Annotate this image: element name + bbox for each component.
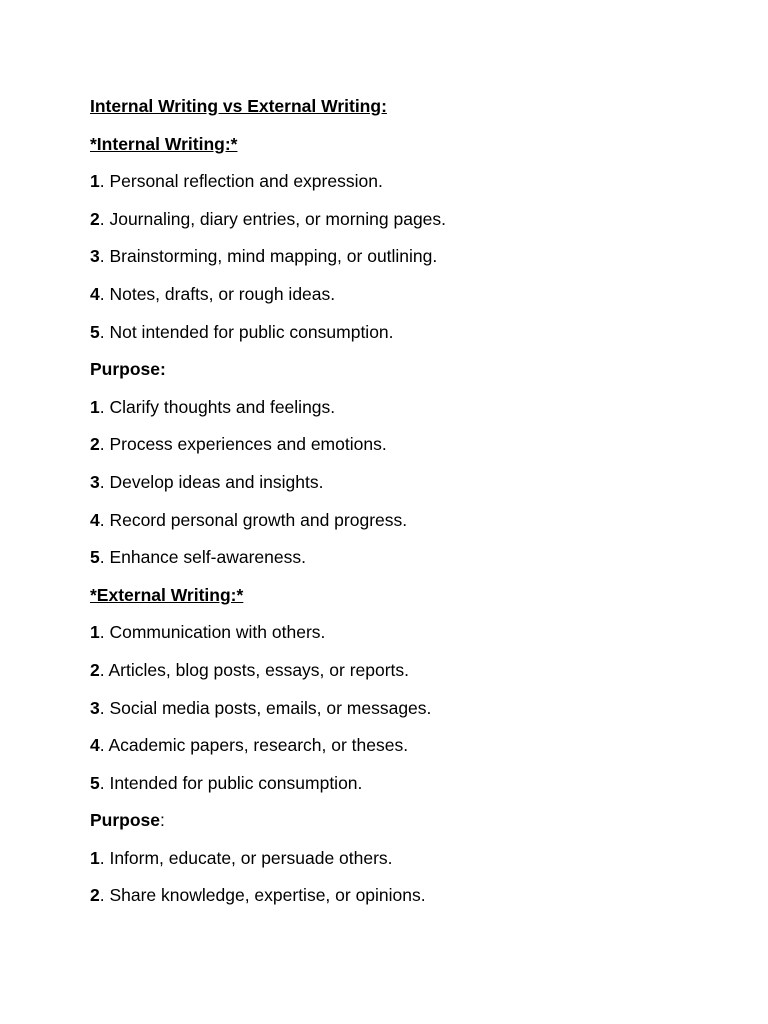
list-item — [90, 657, 730, 695]
list-text: . Academic papers, research, or theses. — [99, 735, 409, 756]
list-text: . Communication with others. — [99, 622, 326, 643]
list-number: 1 — [90, 847, 100, 868]
list-text: . Intended for public consumption. — [99, 772, 363, 793]
list-number: 3 — [90, 697, 100, 718]
list-number: 3 — [90, 246, 100, 267]
document-page — [90, 93, 730, 920]
list-item — [90, 619, 730, 657]
list-number: 5 — [90, 772, 100, 793]
purpose-label: Purpose — [90, 810, 161, 831]
list-item — [90, 168, 730, 206]
list-number: 2 — [90, 434, 100, 455]
purpose-suffix: : — [160, 810, 165, 831]
list-item — [90, 394, 730, 432]
external-purpose-label — [90, 807, 730, 845]
list-number: 5 — [90, 321, 100, 342]
list-text: . Personal reflection and expression. — [99, 171, 383, 192]
list-item — [90, 544, 730, 582]
list-number: 1 — [90, 396, 100, 417]
list-item — [90, 882, 730, 920]
list-text: . Record personal growth and progress. — [99, 509, 408, 530]
list-item — [90, 770, 730, 808]
purpose-label: Purpose: — [90, 359, 166, 380]
list-text: . Clarify thoughts and feelings. — [99, 396, 336, 417]
internal-writing-heading: *Internal Writing:* — [90, 133, 238, 154]
list-number: 5 — [90, 547, 100, 568]
list-text: . Develop ideas and insights. — [99, 471, 324, 492]
list-item — [90, 206, 730, 244]
list-number: 2 — [90, 208, 100, 229]
list-text: . Brainstorming, mind mapping, or outlining. — [99, 246, 438, 267]
list-number: 1 — [90, 171, 100, 192]
list-text: . Process experiences and emotions. — [99, 434, 387, 455]
list-number: 2 — [90, 659, 100, 680]
list-item — [90, 469, 730, 507]
list-item — [90, 319, 730, 357]
list-number: 1 — [90, 622, 100, 643]
internal-purpose-label — [90, 356, 730, 394]
list-number: 4 — [90, 283, 100, 304]
list-text: . Journaling, diary entries, or morning pages. — [99, 208, 447, 229]
list-item — [90, 243, 730, 281]
list-item — [90, 507, 730, 545]
list-number: 4 — [90, 509, 100, 530]
list-text: . Articles, blog posts, essays, or reports. — [99, 659, 410, 680]
list-text: . Social media posts, emails, or messages. — [99, 697, 432, 718]
list-item — [90, 431, 730, 469]
document-title: Internal Writing vs External Writing: — [90, 96, 387, 116]
list-text: . Notes, drafts, or rough ideas. — [99, 283, 336, 304]
list-text: . Inform, educate, or persuade others. — [99, 847, 393, 868]
list-text: . Share knowledge, expertise, or opinions. — [99, 885, 426, 906]
list-item — [90, 281, 730, 319]
list-item — [90, 845, 730, 883]
list-text: . Enhance self-awareness. — [99, 547, 306, 568]
list-number: 2 — [90, 885, 100, 906]
external-writing-heading: *External Writing:* — [90, 584, 244, 605]
list-text: . Not intended for public consumption. — [99, 321, 394, 342]
list-item — [90, 695, 730, 733]
list-number: 4 — [90, 735, 100, 756]
list-number: 3 — [90, 471, 100, 492]
list-item — [90, 732, 730, 770]
